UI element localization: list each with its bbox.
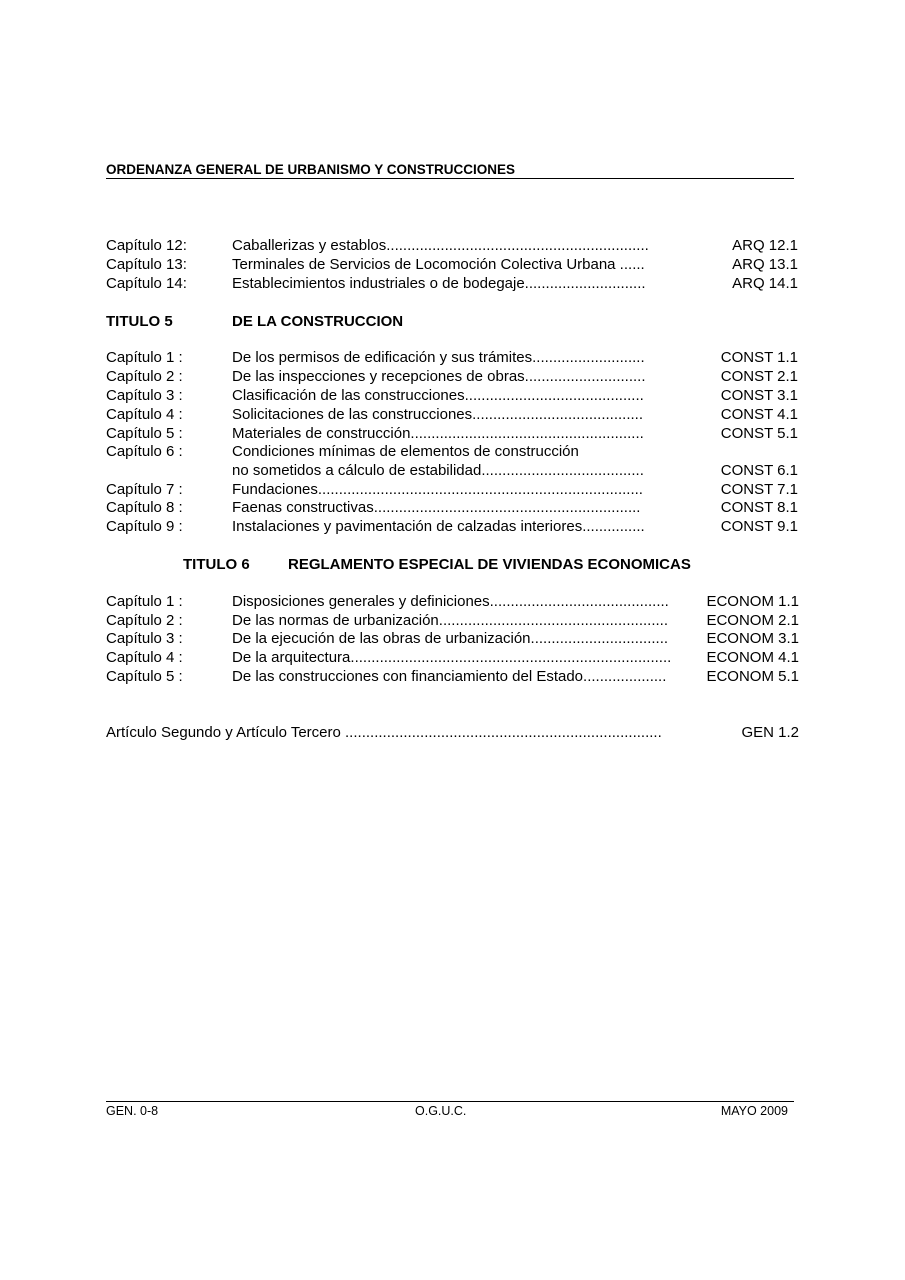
chapter-reference: CONST 6.1 bbox=[720, 462, 798, 479]
chapter-description: De la arquitectura............................................................................. bbox=[232, 649, 672, 666]
chapter-description: De los permisos de edificación y sus trámites........................... bbox=[232, 349, 645, 366]
chapter-reference: ARQ 14.1 bbox=[732, 275, 798, 292]
document-header-title: ORDENANZA GENERAL DE URBANISMO Y CONSTRUCCIONES bbox=[106, 162, 794, 179]
chapter-reference: CONST 4.1 bbox=[720, 406, 798, 423]
toc-row bbox=[0, 629, 905, 648]
chapter-label: Capítulo 5 : bbox=[106, 425, 183, 442]
chapter-label: Capítulo 5 : bbox=[106, 668, 183, 685]
toc-row bbox=[0, 236, 905, 255]
chapter-description: Condiciones mínimas de elementos de construcción bbox=[232, 443, 579, 460]
chapter-reference: CONST 5.1 bbox=[720, 425, 798, 442]
toc-row bbox=[0, 367, 905, 386]
toc-row bbox=[0, 592, 905, 611]
chapter-label: Capítulo 2 : bbox=[106, 612, 183, 629]
chapter-label: Capítulo 1 : bbox=[106, 349, 183, 366]
chapter-description: Fundaciones.............................................................................. bbox=[232, 481, 643, 498]
chapter-label: Capítulo 1 : bbox=[106, 593, 183, 610]
toc-row bbox=[0, 255, 905, 274]
chapter-label: Capítulo 4 : bbox=[106, 649, 183, 666]
section-title: DE LA CONSTRUCCION bbox=[232, 313, 404, 330]
chapter-label: Capítulo 12: bbox=[106, 237, 187, 254]
chapter-reference: CONST 8.1 bbox=[720, 499, 798, 516]
chapter-label: Capítulo 6 : bbox=[106, 443, 183, 460]
chapter-label: Capítulo 8 : bbox=[106, 499, 183, 516]
chapter-label: Capítulo 7 : bbox=[106, 481, 183, 498]
chapter-reference: ARQ 12.1 bbox=[732, 237, 798, 254]
chapter-reference: ECONOM 4.1 bbox=[706, 649, 799, 666]
chapter-reference: CONST 3.1 bbox=[720, 387, 798, 404]
toc-row bbox=[0, 648, 905, 667]
chapter-label: Capítulo 2 : bbox=[106, 368, 183, 385]
chapter-description: Terminales de Servicios de Locomoción Colectiva Urbana ...... bbox=[232, 256, 645, 273]
chapter-reference: CONST 2.1 bbox=[720, 368, 798, 385]
toc-row-articles bbox=[0, 723, 905, 742]
chapter-description: Instalaciones y pavimentación de calzadas interiores............... bbox=[232, 518, 645, 535]
chapter-description: Solicitaciones de las construcciones......................................... bbox=[232, 406, 643, 423]
footer-divider bbox=[106, 1101, 794, 1102]
toc-row bbox=[0, 424, 905, 443]
chapter-label: Capítulo 14: bbox=[106, 275, 187, 292]
chapter-description: Establecimientos industriales o de bodegaje............................. bbox=[232, 275, 646, 292]
chapter-reference: CONST 7.1 bbox=[720, 481, 798, 498]
chapter-label: Capítulo 3 : bbox=[106, 630, 183, 647]
chapter-label: Capítulo 4 : bbox=[106, 406, 183, 423]
chapter-reference: CONST 9.1 bbox=[720, 518, 798, 535]
chapter-reference: CONST 1.1 bbox=[720, 349, 798, 366]
chapter-description: Disposiciones generales y definiciones........................................... bbox=[232, 593, 669, 610]
toc-row bbox=[0, 498, 905, 517]
toc-row-continuation bbox=[0, 461, 905, 480]
chapter-description: Caballerizas y establos............................................................... bbox=[232, 237, 649, 254]
footer-date: MAYO 2009 bbox=[720, 1104, 788, 1118]
footer-page-code: GEN. 0-8 bbox=[106, 1104, 159, 1118]
chapter-label: Capítulo 9 : bbox=[106, 518, 183, 535]
chapter-reference: ECONOM 5.1 bbox=[706, 668, 799, 685]
toc-row bbox=[0, 517, 905, 536]
chapter-description: Materiales de construcción........................................................ bbox=[232, 425, 644, 442]
toc-row bbox=[0, 386, 905, 405]
chapter-reference: ECONOM 1.1 bbox=[706, 593, 799, 610]
chapter-reference: ARQ 13.1 bbox=[732, 256, 798, 273]
chapter-description: De las construcciones con financiamiento del Estado.................... bbox=[232, 668, 667, 685]
toc-row bbox=[0, 667, 905, 686]
toc-row bbox=[0, 480, 905, 499]
toc-row bbox=[0, 611, 905, 630]
chapter-description: Clasificación de las construcciones........................................... bbox=[232, 387, 644, 404]
section-number: TITULO 5 bbox=[106, 313, 173, 330]
articles-reference: GEN 1.2 bbox=[741, 724, 799, 741]
section-heading-titulo-5 bbox=[0, 312, 905, 331]
toc-row bbox=[0, 442, 905, 461]
chapter-reference: ECONOM 2.1 bbox=[706, 612, 799, 629]
toc-row bbox=[0, 274, 905, 293]
chapter-label: Capítulo 3 : bbox=[106, 387, 183, 404]
chapter-description: Faenas constructivas................................................................ bbox=[232, 499, 641, 516]
chapter-description: De las inspecciones y recepciones de obras............................. bbox=[232, 368, 646, 385]
section-number: TITULO 6 bbox=[183, 556, 250, 573]
chapter-reference: ECONOM 3.1 bbox=[706, 630, 799, 647]
chapter-description: De las normas de urbanización....................................................... bbox=[232, 612, 668, 629]
footer-document-code: O.G.U.C. bbox=[415, 1104, 467, 1118]
chapter-description-continued: no sometidos a cálculo de estabilidad....................................... bbox=[232, 462, 644, 479]
chapter-label: Capítulo 13: bbox=[106, 256, 187, 273]
toc-row bbox=[0, 348, 905, 367]
articles-description: Artículo Segundo y Artículo Tercero ............................................................................ bbox=[106, 724, 662, 741]
section-heading-titulo-6 bbox=[0, 555, 905, 574]
section-title: REGLAMENTO ESPECIAL DE VIVIENDAS ECONOMICAS bbox=[288, 556, 691, 573]
chapter-description: De la ejecución de las obras de urbanización................................. bbox=[232, 630, 669, 647]
toc-row bbox=[0, 405, 905, 424]
